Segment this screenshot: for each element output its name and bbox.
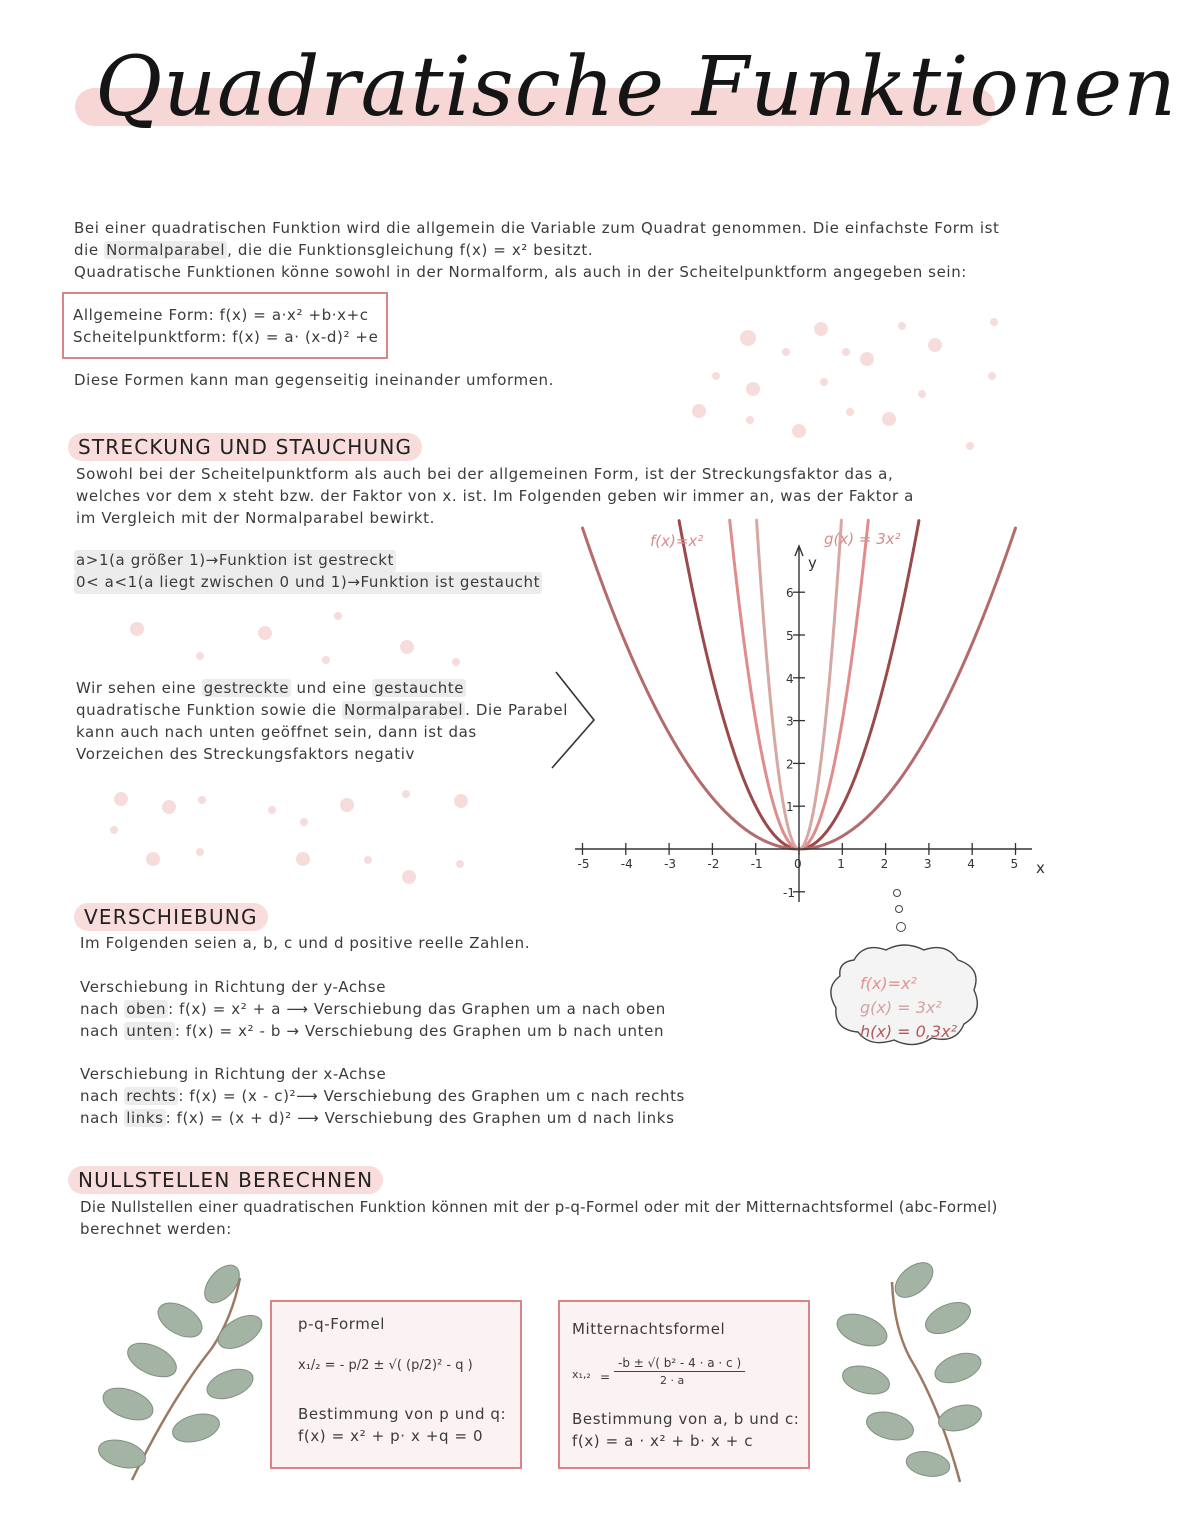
abc-title: Mitternachtsformel bbox=[572, 1320, 726, 1338]
x-tick-label: 5 bbox=[1010, 857, 1019, 871]
section-heading-nullstellen: NULLSTELLEN BERECHNEN bbox=[68, 1166, 383, 1194]
x-shift-left bbox=[80, 1108, 675, 1130]
nullstellen-text-1: Die Nullstellen einer quadratischen Funktion können mit der p-q-Formel oder mit der Mitternachtsformel (abc-Formel) bbox=[80, 1198, 998, 1216]
parabola-chart bbox=[560, 510, 1060, 900]
page-title: Quadratische Funktionen bbox=[95, 40, 1177, 135]
highlight-links: links bbox=[126, 1109, 164, 1127]
y-tick-label: 6 bbox=[786, 586, 794, 601]
label-f: f(x)=x² bbox=[650, 532, 704, 550]
x-tick-label: 4 bbox=[967, 857, 975, 871]
abc-desc: Bestimmung von a, b und c: bbox=[572, 1410, 800, 1428]
abc-equation: f(x) = a · x² + b· x + c bbox=[572, 1432, 754, 1450]
nullstellen-text-2: berechnet werden: bbox=[80, 1220, 232, 1238]
leaf-branch-right-icon bbox=[830, 1258, 990, 1488]
streckung-text-1: Sowohl bei der Scheitelpunktform als auch bei der allgemeinen Form, ist der Streckungsfaktor das a, bbox=[76, 465, 894, 483]
highlight-normalparabel-2: Normalparabel bbox=[344, 701, 464, 719]
y-shift-down bbox=[80, 1021, 664, 1043]
y-shift-heading: Verschiebung in Richtung der y-Achse bbox=[80, 978, 387, 996]
x-shift-heading: Verschiebung in Richtung der x-Achse bbox=[80, 1065, 387, 1083]
pq-desc: Bestimmung von p und q: bbox=[298, 1405, 507, 1423]
forms-box bbox=[62, 292, 388, 359]
x-shift-right bbox=[80, 1086, 685, 1108]
x-tick-label: -1 bbox=[750, 857, 763, 871]
section-heading-streckung: STRECKUNG UND STAUCHUNG bbox=[68, 433, 422, 461]
verschiebung-intro: Im Folgenden seien a, b, c und d positive reelle Zahlen. bbox=[80, 934, 531, 952]
section-heading-verschiebung: VERSCHIEBUNG bbox=[74, 903, 268, 931]
abc-formula-box bbox=[558, 1300, 810, 1469]
graph-desc-2 bbox=[76, 700, 568, 722]
pq-formula bbox=[298, 1358, 473, 1373]
shift-text: nach bbox=[80, 1087, 125, 1105]
function-legend bbox=[860, 972, 957, 1044]
axis-ticks bbox=[578, 586, 1019, 900]
graph-desc-text: Wir sehen eine bbox=[76, 679, 202, 697]
graph-desc-4: Vorzeichen des Streckungsfaktors negativ bbox=[76, 745, 415, 763]
shift-text: nach bbox=[80, 1000, 125, 1018]
streckung-text-3: im Vergleich mit der Normalparabel bewirkt. bbox=[76, 509, 436, 527]
highlight-gestauchte: gestauchte bbox=[374, 679, 465, 697]
label-g: g(x) = 3x² bbox=[824, 530, 901, 548]
graph-desc-text: . Die Parabel bbox=[465, 701, 568, 719]
y-tick-label: 1 bbox=[786, 800, 794, 815]
abc-equals: = bbox=[600, 1370, 611, 1384]
shift-text: nach bbox=[80, 1022, 125, 1040]
x-tick-label: -3 bbox=[664, 857, 677, 871]
pq-lhs: x₁/₂ bbox=[298, 1358, 321, 1373]
rule-compressed: 0< a<1(a liegt zwischen 0 und 1)→Funktion ist gestaucht bbox=[74, 572, 542, 594]
legend-f: f(x)=x² bbox=[860, 974, 917, 993]
leaf-branch-left-icon bbox=[92, 1258, 262, 1488]
x-tick-label: 2 bbox=[880, 857, 889, 871]
x-tick-label: -2 bbox=[707, 857, 720, 871]
highlight-unten: unten bbox=[126, 1022, 173, 1040]
x-tick-label: 0 bbox=[794, 857, 802, 871]
shift-text: : f(x) = x² + a ⟶ Verschiebung das Graphen um a nach oben bbox=[168, 1000, 666, 1018]
shift-text: nach bbox=[80, 1109, 125, 1127]
y-tick-label: 3 bbox=[786, 714, 794, 729]
x-axis-label: x bbox=[1036, 859, 1045, 877]
intro-text: die bbox=[74, 241, 105, 259]
graph-desc-text: quadratische Funktion sowie die bbox=[76, 701, 343, 719]
intro-line-1: Bei einer quadratischen Funktion wird die allgemein die Variable zum Quadrat genommen. Die einfachste Form ist bbox=[74, 219, 1000, 237]
x-tick-label: -5 bbox=[577, 857, 590, 871]
abc-lhs: x₁,₂ bbox=[572, 1368, 591, 1381]
rule-stretched: a>1(a größer 1)→Funktion ist gestreckt bbox=[74, 550, 396, 572]
intro-text: , die die Funktionsgleichung f(x) = x² besitzt. bbox=[227, 241, 594, 259]
y-tick-label: 5 bbox=[786, 629, 794, 643]
convert-note: Diese Formen kann man gegenseitig ineinander umformen. bbox=[74, 371, 555, 389]
x-tick-label: -4 bbox=[620, 857, 633, 871]
y-tick-label: 2 bbox=[786, 757, 794, 772]
x-tick-label: 1 bbox=[837, 857, 845, 871]
legend-h: h(x) = 0,3x² bbox=[860, 1022, 957, 1041]
graph-desc-1 bbox=[76, 678, 466, 700]
shift-text: : f(x) = (x - c)²⟶ Verschiebung des Graphen um c nach rechts bbox=[178, 1087, 685, 1105]
intro-line-2 bbox=[74, 240, 593, 262]
highlight-gestreckte: gestreckte bbox=[203, 679, 290, 697]
legend-g: g(x) = 3x² bbox=[860, 998, 942, 1017]
pq-title: p-q-Formel bbox=[298, 1315, 386, 1333]
graph-desc-text: und eine bbox=[291, 679, 373, 697]
general-form: Allgemeine Form: f(x) = a·x² +b·x+c bbox=[73, 306, 369, 324]
intro-line-3: Quadratische Funktionen könne sowohl in der Normalform, als auch in der Scheitelpunktform angegeben sein: bbox=[74, 263, 967, 281]
highlight-rechts: rechts bbox=[126, 1087, 177, 1105]
highlight-oben: oben bbox=[126, 1000, 167, 1018]
bubble-dot-3 bbox=[896, 922, 906, 932]
y-tick-label: -1 bbox=[783, 885, 795, 900]
pq-equation: f(x) = x² + p· x +q = 0 bbox=[298, 1427, 484, 1445]
shift-text: : f(x) = x² - b → Verschiebung des Graphen um b nach unten bbox=[174, 1022, 665, 1040]
y-tick-label: 4 bbox=[786, 671, 794, 686]
y-shift-up bbox=[80, 999, 666, 1021]
bubble-dot-1 bbox=[893, 889, 901, 897]
pq-formula-box bbox=[270, 1300, 522, 1469]
y-axis-label: y bbox=[808, 554, 817, 572]
abc-denominator: 2 · a bbox=[660, 1374, 685, 1387]
highlight-normalparabel: Normalparabel bbox=[106, 241, 226, 259]
x-tick-label: 3 bbox=[923, 857, 932, 871]
graph-desc-3: kann auch nach unten geöffnet sein, dann ist das bbox=[76, 723, 477, 741]
bubble-dot-2 bbox=[895, 905, 903, 913]
shift-text: : f(x) = (x + d)² ⟶ Verschiebung des Graphen um d nach links bbox=[165, 1109, 675, 1127]
streckung-text-2: welches vor dem x steht bzw. der Faktor von x. ist. Im Folgenden geben wir immer an, was der Faktor a bbox=[76, 487, 914, 505]
pq-rhs: = - p/2 ± √( (p/2)² - q ) bbox=[324, 1358, 473, 1373]
vertex-form: Scheitelpunktform: f(x) = a· (x-d)² +e bbox=[73, 328, 379, 346]
abc-numerator: -b ± √( b² - 4 · a · c ) bbox=[614, 1356, 745, 1372]
